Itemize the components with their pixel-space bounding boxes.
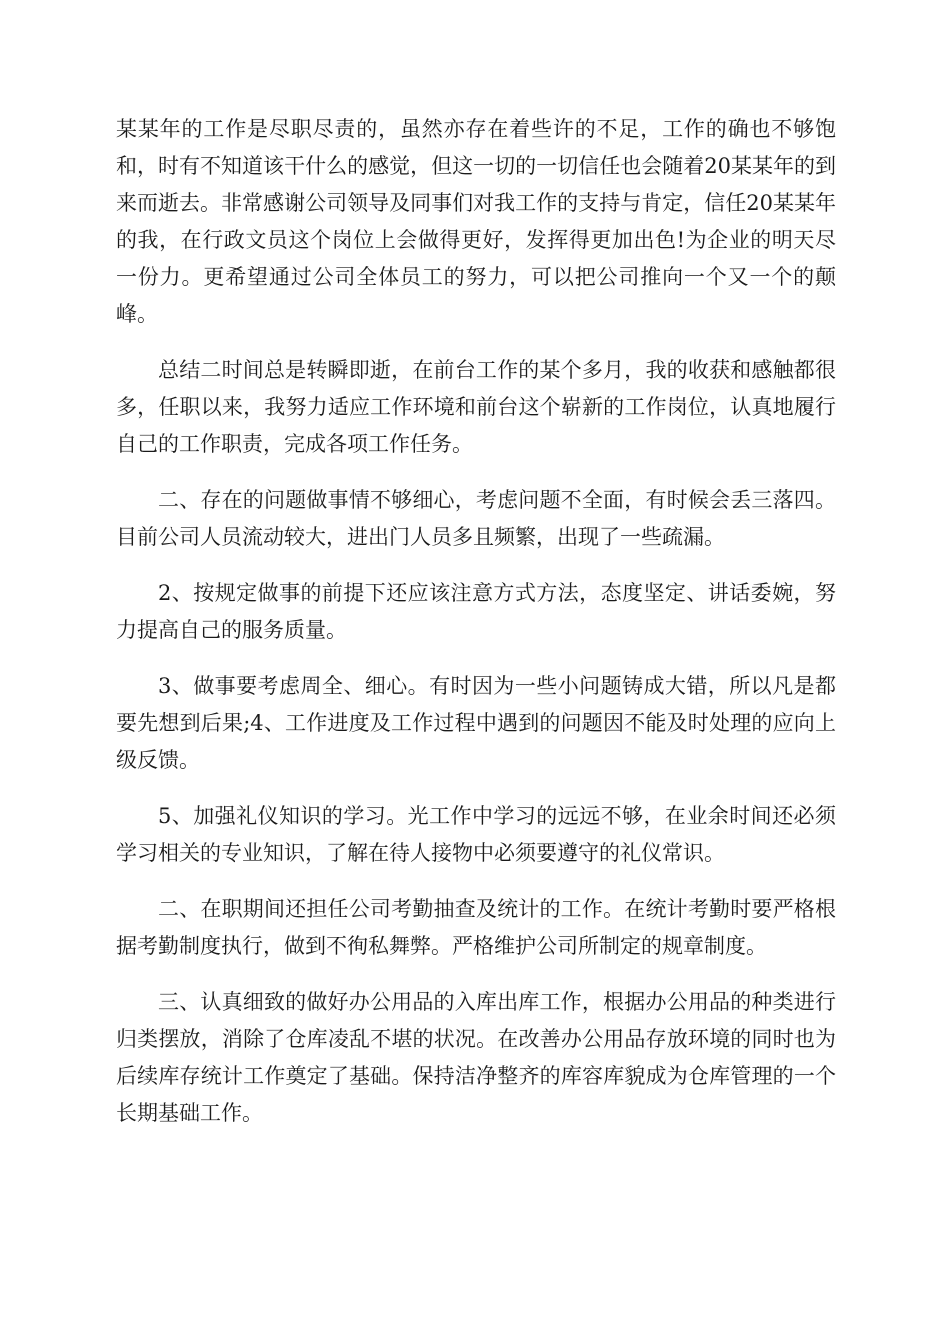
document-page xyxy=(116,111,836,1151)
paragraph-3: 二、存在的问题做事情不够细心，考虑问题不全面，有时候会丢三落四。目前公司人员流动较大，进出门人员多且频繁，出现了一些疏漏。 xyxy=(116,488,836,549)
paragraph-6: 5、加强礼仪知识的学习。光工作中学习的远远不够，在业余时间还必须学习相关的专业知识，了解在待人接物中必须要遵守的礼仪常识。 xyxy=(116,804,836,865)
paragraph-7: 二、在职期间还担任公司考勤抽查及统计的工作。在统计考勤时要严格根据考勤制度执行，做到不徇私舞弊。严格维护公司所制定的规章制度。 xyxy=(116,897,836,958)
paragraph-8: 三、认真细致的做好办公用品的入库出库工作，根据办公用品的种类进行归类摆放，消除了仓库凌乱不堪的状况。在改善办公用品存放环境的同时也为后续库存统计工作奠定了基础。保持洁净整齐的库容库貌成为仓库管理的一个长期基础工作。 xyxy=(116,990,836,1125)
paragraph-1: 某某年的工作是尽职尽责的，虽然亦存在着些许的不足，工作的确也不够饱和，时有不知道该干什么的感觉，但这一切的一切信任也会随着20某某年的到来而逝去。非常感谢公司领导及同事们对我工作的支持与肯定，信任20某某年的我，在行政文员这个岗位上会做得更好，发挥得更加出色!为企业的明天尽一份力。更希望通过公司全体员工的努力，可以把公司推向一个又一个的颠峰。 xyxy=(116,117,836,326)
paragraph-2: 总结二时间总是转瞬即逝，在前台工作的某个多月，我的收获和感触都很多，任职以来，我努力适应工作环境和前台这个崭新的工作岗位，认真地履行自己的工作职责，完成各项工作任务。 xyxy=(116,358,836,456)
paragraph-4: 2、按规定做事的前提下还应该注意方式方法，态度坚定、讲话委婉，努力提高自己的服务质量。 xyxy=(116,581,836,642)
paragraph-5: 3、做事要考虑周全、细心。有时因为一些小问题铸成大错，所以凡是都要先想到后果;4、工作进度及工作过程中遇到的问题因不能及时处理的应向上级反馈。 xyxy=(116,674,836,772)
